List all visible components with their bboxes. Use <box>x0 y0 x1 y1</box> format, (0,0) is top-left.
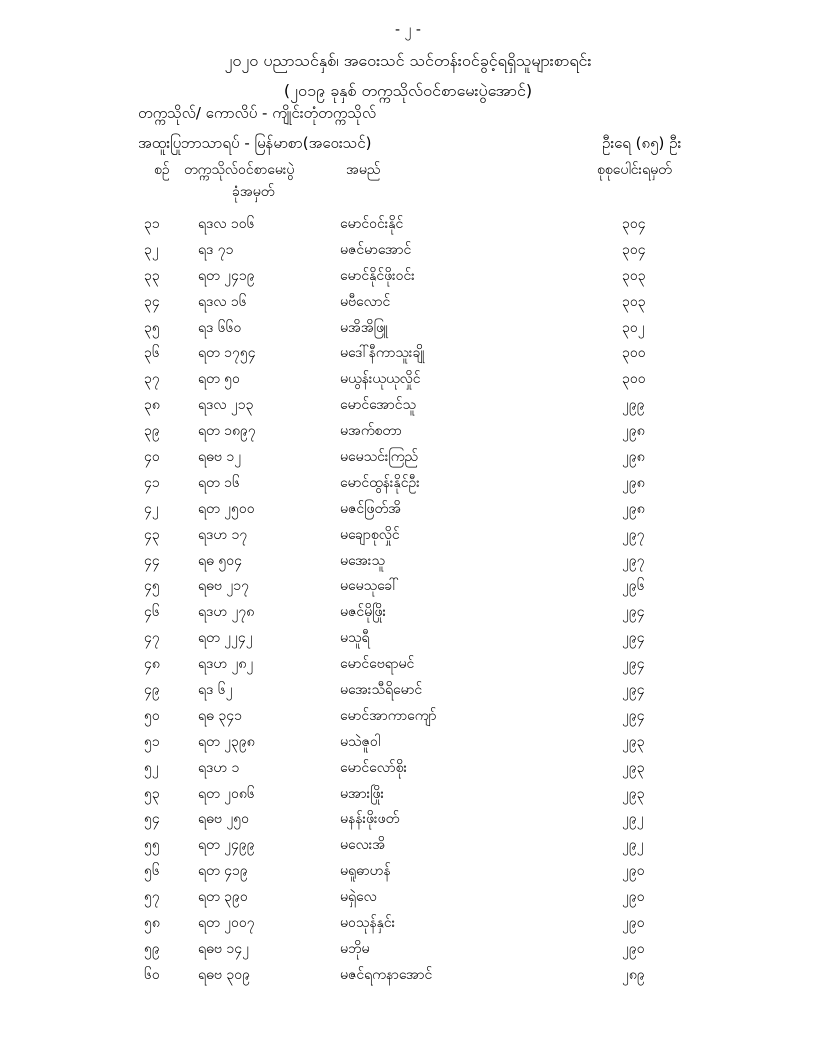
university-line: တက္ကသိုလ်/ ကောလိပ် - ကျိုင်းတုံတက္ကသိုလ် <box>138 104 377 122</box>
table-row <box>0 937 816 963</box>
roll-number: ရတ ၃၉၀ <box>198 889 248 906</box>
student-name: မချောစုလှိုင် <box>340 526 400 543</box>
student-name: မဇင်မာအောင် <box>340 241 412 258</box>
student-name: မရူဓာဟန် <box>340 863 391 880</box>
student-name: မောင်လော်စိုး <box>340 759 408 776</box>
student-name: မအေးသီရိမောင် <box>340 682 423 699</box>
column-header-no: စဉ် <box>154 162 170 178</box>
roll-number: ရတ ၂၃၉၈ <box>198 733 255 750</box>
table-row <box>0 264 816 290</box>
row-number: ၄၉ <box>144 682 160 699</box>
table-row <box>0 238 816 264</box>
total-marks: ၂၉၄ <box>622 604 645 621</box>
total-marks: ၂၉၄ <box>622 707 645 724</box>
roll-number: ရဓဗ ၂၁၇ <box>198 578 249 595</box>
total-marks: ၂၉၇ <box>622 526 645 543</box>
roll-number: ရတ ၂၄၉၉ <box>198 837 255 854</box>
table-row <box>0 316 816 342</box>
roll-number: ရတ ၂၄၁၉ <box>198 267 255 284</box>
document-title: ၂၀၂၀ ပညာသင်နှစ်၊ အဝေးသင် သင်တန်းဝင်ခွင့်ရရှိသူများစာရင်း <box>224 51 592 70</box>
row-number: ၃၉ <box>144 423 160 440</box>
total-marks: ၃၀၂ <box>622 319 645 336</box>
roll-number: ရဓဗ ၁၂ <box>198 449 242 466</box>
total-marks: ၃၀၄ <box>622 241 646 258</box>
column-header-name: အမည် <box>346 162 381 178</box>
total-marks: ၃၀၄ <box>622 216 646 232</box>
row-number: ၅၉ <box>144 940 160 957</box>
row-number: ၄၆ <box>144 604 160 621</box>
roll-number: ရဓ ၅၀၄ <box>198 552 242 569</box>
table-row <box>0 807 816 833</box>
student-name: မယွန်းယုယုလှိုင် <box>340 371 421 388</box>
table-row <box>0 549 816 575</box>
roll-number: ရတ ၄၁၉ <box>198 863 248 880</box>
roll-number: ရဒ ၆၂ <box>198 682 233 699</box>
student-name: မောင်နိုင်ဖိုးဝင်း <box>340 267 415 284</box>
roll-number: ရတ ၂၀၈၆ <box>198 785 255 802</box>
total-marks: ၂၉၇ <box>622 552 645 569</box>
student-name: မဇင်ဖြတ်အိ <box>340 500 401 517</box>
student-name: မောင်အောင်သူ <box>340 397 417 414</box>
row-number: ၃၈ <box>144 397 160 414</box>
student-name: မမေသုခေါ် <box>340 578 399 595</box>
roll-number: ရဒလ ၁၀၆ <box>198 216 255 232</box>
document-subtitle: (၂၀၁၉ ခုနှစ် တက္ကသိုလ်ဝင်စာမေးပွဲအောင်) <box>283 81 533 100</box>
table-row <box>0 212 816 238</box>
roll-number: ရတ ၂၀၀၇ <box>198 915 255 932</box>
table-row <box>0 833 816 859</box>
table-row <box>0 574 816 600</box>
student-name: မအိအိဖြူ <box>340 319 389 336</box>
student-name: မအားဖြိုး <box>340 785 385 802</box>
row-number: ၅၇ <box>144 889 160 906</box>
table-row <box>0 963 816 989</box>
row-number: ၃၃ <box>144 267 160 284</box>
roll-number: ရတ ၅၀ <box>198 371 240 388</box>
roll-number: ရဒ ၇၁ <box>198 241 234 258</box>
roll-number: ရဓ ၃၄၁ <box>198 707 242 724</box>
student-name: မောင်ဝင်းနိုင် <box>340 216 404 232</box>
row-number: ၄၇ <box>144 630 160 647</box>
table-row <box>0 626 816 652</box>
total-marks: ၂၉၈ <box>622 423 645 440</box>
student-name: မအက်စတာ <box>340 423 402 440</box>
student-name: မဘိုမ <box>340 940 370 957</box>
row-number: ၅၃ <box>144 785 160 802</box>
row-number: ၅၁ <box>144 733 160 750</box>
roll-number: ရဒဟ ၂၈၂ <box>198 656 254 673</box>
roll-number: ရဒ ၆၆၀ <box>198 319 242 336</box>
table-row <box>0 497 816 523</box>
student-name: မဇင်မိုဖြိုး <box>340 604 386 621</box>
total-marks: ၂၉၄ <box>622 630 645 647</box>
row-number: ၅၀ <box>144 707 160 724</box>
total-marks: ၃၀၀ <box>622 345 646 362</box>
total-marks: ၂၉၉ <box>622 397 645 414</box>
specialization-line: အထူးပြုဘာသာရပ် - မြန်မာစာ(အဝေးသင်) <box>138 134 372 152</box>
roll-number: ရတ ၁၆ <box>198 474 240 491</box>
row-number: ၃၇ <box>144 371 160 388</box>
student-name: မဗီလောင် <box>340 293 391 310</box>
row-number: ၄၀ <box>144 449 160 466</box>
roll-number: ရဓဗ ၂၅၀ <box>198 811 249 828</box>
total-marks: ၂၉၈ <box>622 474 645 491</box>
column-header-roll-line2: ခုံအမှတ် <box>232 184 275 200</box>
total-marks: ၂၉၄ <box>622 682 645 699</box>
student-name: မအေးသူ <box>340 552 385 569</box>
row-number: ၃၅ <box>144 319 160 336</box>
roll-number: ရတ ၁၇၅၄ <box>198 345 256 362</box>
row-number: ၃၆ <box>144 345 160 362</box>
student-name: မဒေါ်နီကာသူးချို <box>340 345 425 362</box>
table-row <box>0 859 816 885</box>
row-number: ၅၆ <box>144 863 160 880</box>
total-marks: ၂၉၀ <box>622 889 645 906</box>
row-number: ၆၀ <box>144 966 160 983</box>
row-number: ၅၄ <box>144 811 160 828</box>
total-marks: ၂၉၂ <box>622 837 644 854</box>
student-name: မဇင်ရကနာအောင် <box>340 966 433 983</box>
total-marks: ၂၉၃ <box>622 785 645 802</box>
row-number: ၃၁ <box>144 216 160 232</box>
table-row <box>0 367 816 393</box>
roll-number: ရဒလ ၁၆ <box>198 293 247 310</box>
total-marks: ၂၉၆ <box>622 578 645 595</box>
roll-number: ရဓဗ ၁၄၂ <box>198 940 249 957</box>
roll-number: ရဓဗ ၃၀၉ <box>198 966 250 983</box>
table-row <box>0 756 816 782</box>
total-marks: ၂၉၃ <box>622 733 645 750</box>
table-row <box>0 652 816 678</box>
roll-number: ရဒဟ ၁ <box>198 759 240 776</box>
student-name: မောင်အာကာကျော် <box>340 707 437 724</box>
roll-number: ရဒဟ ၁၇ <box>198 526 248 543</box>
roll-number: ရတ ၂၅၀၀ <box>198 500 255 517</box>
table-row <box>0 471 816 497</box>
table-row <box>0 523 816 549</box>
row-number: ၅၈ <box>144 915 160 932</box>
student-name: မမေသင်းကြည် <box>340 449 419 466</box>
student-name: မောင်ထွန်းနိုင်ဦး <box>340 474 420 491</box>
total-marks: ၂၉၀ <box>622 915 645 932</box>
student-table <box>0 212 816 989</box>
total-marks: ၂၉၈ <box>622 500 645 517</box>
student-name: မောင်ဗေရာမင် <box>340 656 415 673</box>
total-marks: ၂၉၀ <box>622 940 645 957</box>
total-marks: ၂၉၈ <box>622 449 645 466</box>
table-row <box>0 782 816 808</box>
table-row <box>0 911 816 937</box>
total-marks: ၂၉၃ <box>622 759 645 776</box>
total-marks: ၃၀၃ <box>622 267 646 284</box>
column-header-roll: တက္ကသိုလ်ဝင်စာမေးပွဲ <box>184 162 295 178</box>
row-number: ၃၄ <box>144 293 160 310</box>
row-number: ၃၂ <box>144 241 159 258</box>
total-marks: ၂၈၉ <box>622 966 645 983</box>
total-marks: ၂၉၄ <box>622 656 645 673</box>
roll-number: ရတ ၂၂၄၂ <box>198 630 253 647</box>
row-number: ၅၅ <box>144 837 160 854</box>
table-row <box>0 730 816 756</box>
table-row <box>0 419 816 445</box>
row-number: ၄၅ <box>144 578 160 595</box>
table-row <box>0 290 816 316</box>
student-name: မလေးအိ <box>340 837 386 854</box>
student-count: ဦးရေ (၈၅) ဦး <box>602 134 682 152</box>
total-marks: ၃၀၃ <box>622 293 646 310</box>
row-number: ၄၈ <box>144 656 160 673</box>
row-number: ၄၁ <box>144 474 160 491</box>
roll-number: ရဒဟ ၂၇၈ <box>198 604 255 621</box>
student-name: မဝသုန်နှင်း <box>340 915 396 932</box>
table-row <box>0 885 816 911</box>
total-marks: ၃၀၀ <box>622 371 646 388</box>
page-number: - ၂ - <box>395 22 421 38</box>
table-row <box>0 445 816 471</box>
table-row <box>0 678 816 704</box>
row-number: ၅၂ <box>144 759 159 776</box>
student-name: မသူရီ <box>340 630 370 647</box>
table-row <box>0 341 816 367</box>
table-row <box>0 393 816 419</box>
total-marks: ၂၉၀ <box>622 863 645 880</box>
row-number: ၄၄ <box>144 552 160 569</box>
student-name: မသဲဇူဝါ <box>340 733 381 750</box>
row-number: ၄၃ <box>144 526 160 543</box>
column-header-marks: စုစုပေါင်းရမှတ် <box>597 162 672 178</box>
row-number: ၄၂ <box>144 500 159 517</box>
roll-number: ရတ ၁၈၉၇ <box>198 423 256 440</box>
roll-number: ရဒလ ၂၁၃ <box>198 397 254 414</box>
total-marks: ၂၉၂ <box>622 811 644 828</box>
student-name: မရှဲလေ <box>340 889 377 906</box>
table-row <box>0 704 816 730</box>
table-row <box>0 600 816 626</box>
student-name: မနန်းဖိုးဖတ် <box>340 811 400 828</box>
